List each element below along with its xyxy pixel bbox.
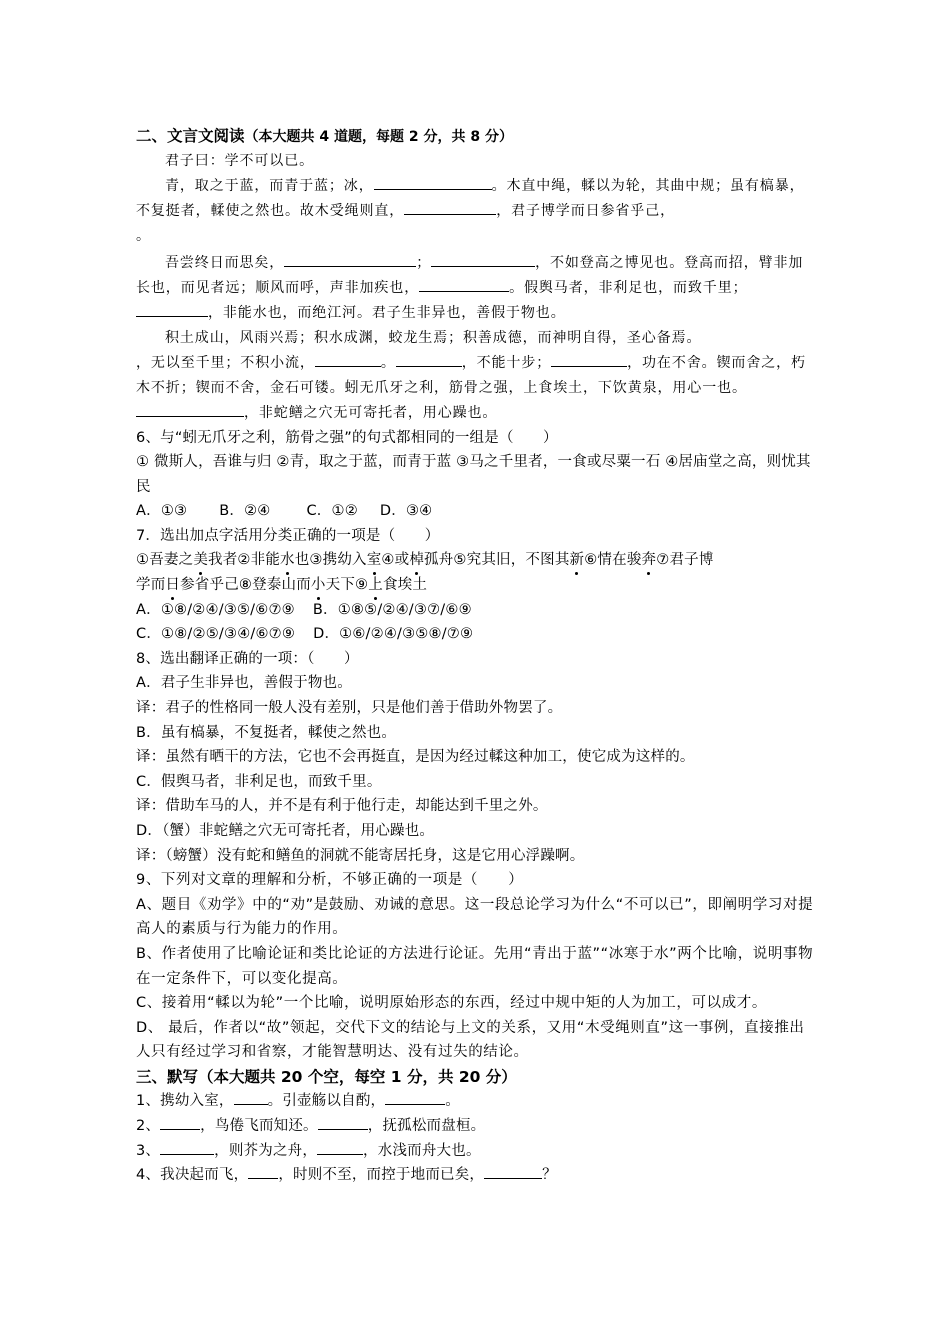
option-a[interactable]: A．①③ (136, 503, 188, 520)
option-d[interactable]: D．③④ (379, 503, 433, 520)
section-2-heading (136, 124, 816, 149)
question-8 (136, 647, 816, 868)
blank[interactable] (318, 1115, 368, 1130)
blank[interactable] (234, 1090, 268, 1105)
blank[interactable] (385, 1090, 445, 1105)
section-2-note: （本大题共 4 道题，每题 2 分，共 8 分） (244, 129, 513, 145)
question-7-stem: 7．选出加点字活用分类正确的一项是（ ） (136, 527, 440, 544)
blank[interactable] (284, 252, 416, 267)
fill-line-3: 3、 ，则芥为之舟， ，水浅而舟大也。 (136, 1139, 816, 1164)
option-c[interactable]: C．①⑧/②⑤/③④/⑥⑦⑨ (136, 626, 296, 643)
blank[interactable] (160, 1140, 214, 1155)
question-7-options-ab (136, 598, 816, 623)
option-b[interactable]: B．①⑧⑤/②④/③⑦/⑥⑨ (312, 601, 472, 618)
exam-page (136, 124, 816, 1188)
question-7 (136, 524, 816, 647)
question-8-stem: 8、选出翻译正确的一项：（ ） (136, 650, 359, 667)
question-6-options (136, 499, 816, 524)
option-c[interactable]: C．①② (306, 503, 358, 520)
section-2-title: 二、文言文阅读 (136, 127, 245, 145)
blank[interactable] (136, 302, 208, 317)
question-6-items: ① 微斯人，吾谁与归 ②青，取之于蓝，而青于蓝 ③马之千里者，一食或尽粟一石 ④居庙堂之高，则忧其民 (136, 454, 811, 495)
option-c[interactable]: C、接着用“輮以为轮”一个比喻，说明原始形态的东西，经过中规中矩的人为加工，可以成才。 (136, 995, 767, 1012)
blank[interactable] (484, 1164, 542, 1179)
blank[interactable] (136, 402, 244, 417)
blank[interactable] (419, 277, 509, 292)
option-a[interactable]: A．①⑧/②④/③⑤/⑥⑦⑨ (136, 601, 295, 618)
fill-line-2: 2、 ，鸟倦飞而知还。 ，抚孤松而盘桓。 (136, 1114, 816, 1139)
option-b[interactable]: B．②④ (219, 503, 271, 520)
option-d[interactable]: D．（蟹）非蛇鳝之穴无可寄托者，用心躁也。 (136, 823, 435, 839)
blank[interactable] (431, 252, 535, 267)
question-9-stem: 9、下列对文章的理解和分析，不够正确的一项是（ ） (136, 872, 524, 889)
blank[interactable] (317, 1140, 363, 1155)
option-a[interactable]: A、题目《劝学》中的“劝”是鼓励、劝诫的意思。这一段总论学习为什么“不可以已”，即阐明学习对提高人的素质与行为能力的作用。 (136, 896, 814, 938)
question-7-items-line-2: 学而日参省乎己⑧登泰山而小天下⑨上食埃土 (136, 577, 428, 594)
fill-line-1: 1、携幼入室， 。引壶觞以自酌， 。 (136, 1089, 816, 1114)
question-9 (136, 868, 816, 1065)
option-c[interactable]: C．假舆马者，非利足也，而致千里。 (136, 773, 382, 790)
blank[interactable] (374, 175, 492, 190)
question-6-stem: 6、与“蚓无爪牙之利，筋骨之强”的句式都相同的一组是（ ） (136, 429, 558, 446)
option-a[interactable]: A．君子生非异也，善假于物也。 (136, 675, 352, 692)
option-d[interactable]: D．①⑥/②④/③⑤⑧/⑦⑨ (313, 626, 474, 643)
option-d-translation: 译：（螃蟹）没有蛇和鳝鱼的洞就不能寄居托身，这是它用心浮躁啊。 (136, 847, 585, 864)
passage-para-3: 吾尝终日而思矣， ； ，不如登高之博见也。登高而招，臂非加长也，而见者远；顺风而呼，声非加疾也， 。假舆马者，非利足也，而致千里；，非能水也，而绝江河。君子生非异也，善假于物也。 (136, 251, 816, 326)
blank[interactable] (404, 200, 496, 215)
option-b-translation: 译：虽然有晒干的方法，它也不会再挺直，是因为经过輮这种加工，使它成为这样的。 (136, 749, 695, 766)
fill-line-4: 4、我决起而飞， ，时则不至，而控于地而已矣， ？ (136, 1163, 816, 1188)
option-b[interactable]: B、作者使用了比喻论证和类比论证的方法进行论证。先用“青出于蓝”“冰寒于水”两个比喻，说明事物在一定条件下，可以变化提高。 (136, 945, 814, 987)
option-c-translation: 译：借助车马的人，并不是有利于他行走，却能达到千里之外。 (136, 798, 548, 815)
section-3-heading: 三、默写（本大题共 20 个空，每空 1 分，共 20 分） (136, 1067, 517, 1086)
passage-para-4: 积土成山，风雨兴焉；积水成渊，蛟龙生焉；积善成德，而神明自得，圣心备焉。 ，无以至千里；不积小流， 。 ，不能十步； ，功在不舍。锲而舍之，朽木不折；锲而不舍，金石可镂。蚓无爪牙之利，筋骨之强，上食埃土，下饮黄泉，用心一也。，非蛇鳝之穴无可寄托者，用心躁也。 (136, 329, 806, 421)
question-7-items-line-1: ①吾妻之美我者②非能水也③携幼入室④或棹孤舟⑤究其旧，不图其新⑥情在骏奔⑦君子博 (136, 552, 714, 569)
option-a-translation: 译：君子的性格同一般人没有差别，只是他们善于借助外物罢了。 (136, 700, 563, 717)
question-7-options-cd (136, 622, 816, 647)
blank[interactable] (248, 1164, 278, 1179)
question-6 (136, 426, 816, 524)
blank[interactable] (551, 352, 627, 367)
blank[interactable] (315, 352, 381, 367)
option-b[interactable]: B．虽有槁暴，不复挺者，輮使之然也。 (136, 724, 397, 741)
blank[interactable] (160, 1115, 200, 1130)
passage-para-1: 君子曰：学不可以已。 (165, 152, 314, 169)
passage-para-2: 青，取之于蓝，而青于蓝；冰， 。木直中绳，輮以为轮，其曲中规；虽有槁暴，不复挺者，輮使之然也。故木受绳则直， ，君子博学而日参省乎己， 。 (136, 174, 816, 249)
fill-in-blanks (136, 1089, 816, 1187)
blank[interactable] (396, 352, 462, 367)
option-d[interactable]: D、 最后，作者以“故”领起，交代下文的结论与上文的关系，又用“木受绳则直”这一事例，直接推出人只有经过学习和省察，才能智慧明达、没有过失的结论。 (136, 1019, 805, 1061)
